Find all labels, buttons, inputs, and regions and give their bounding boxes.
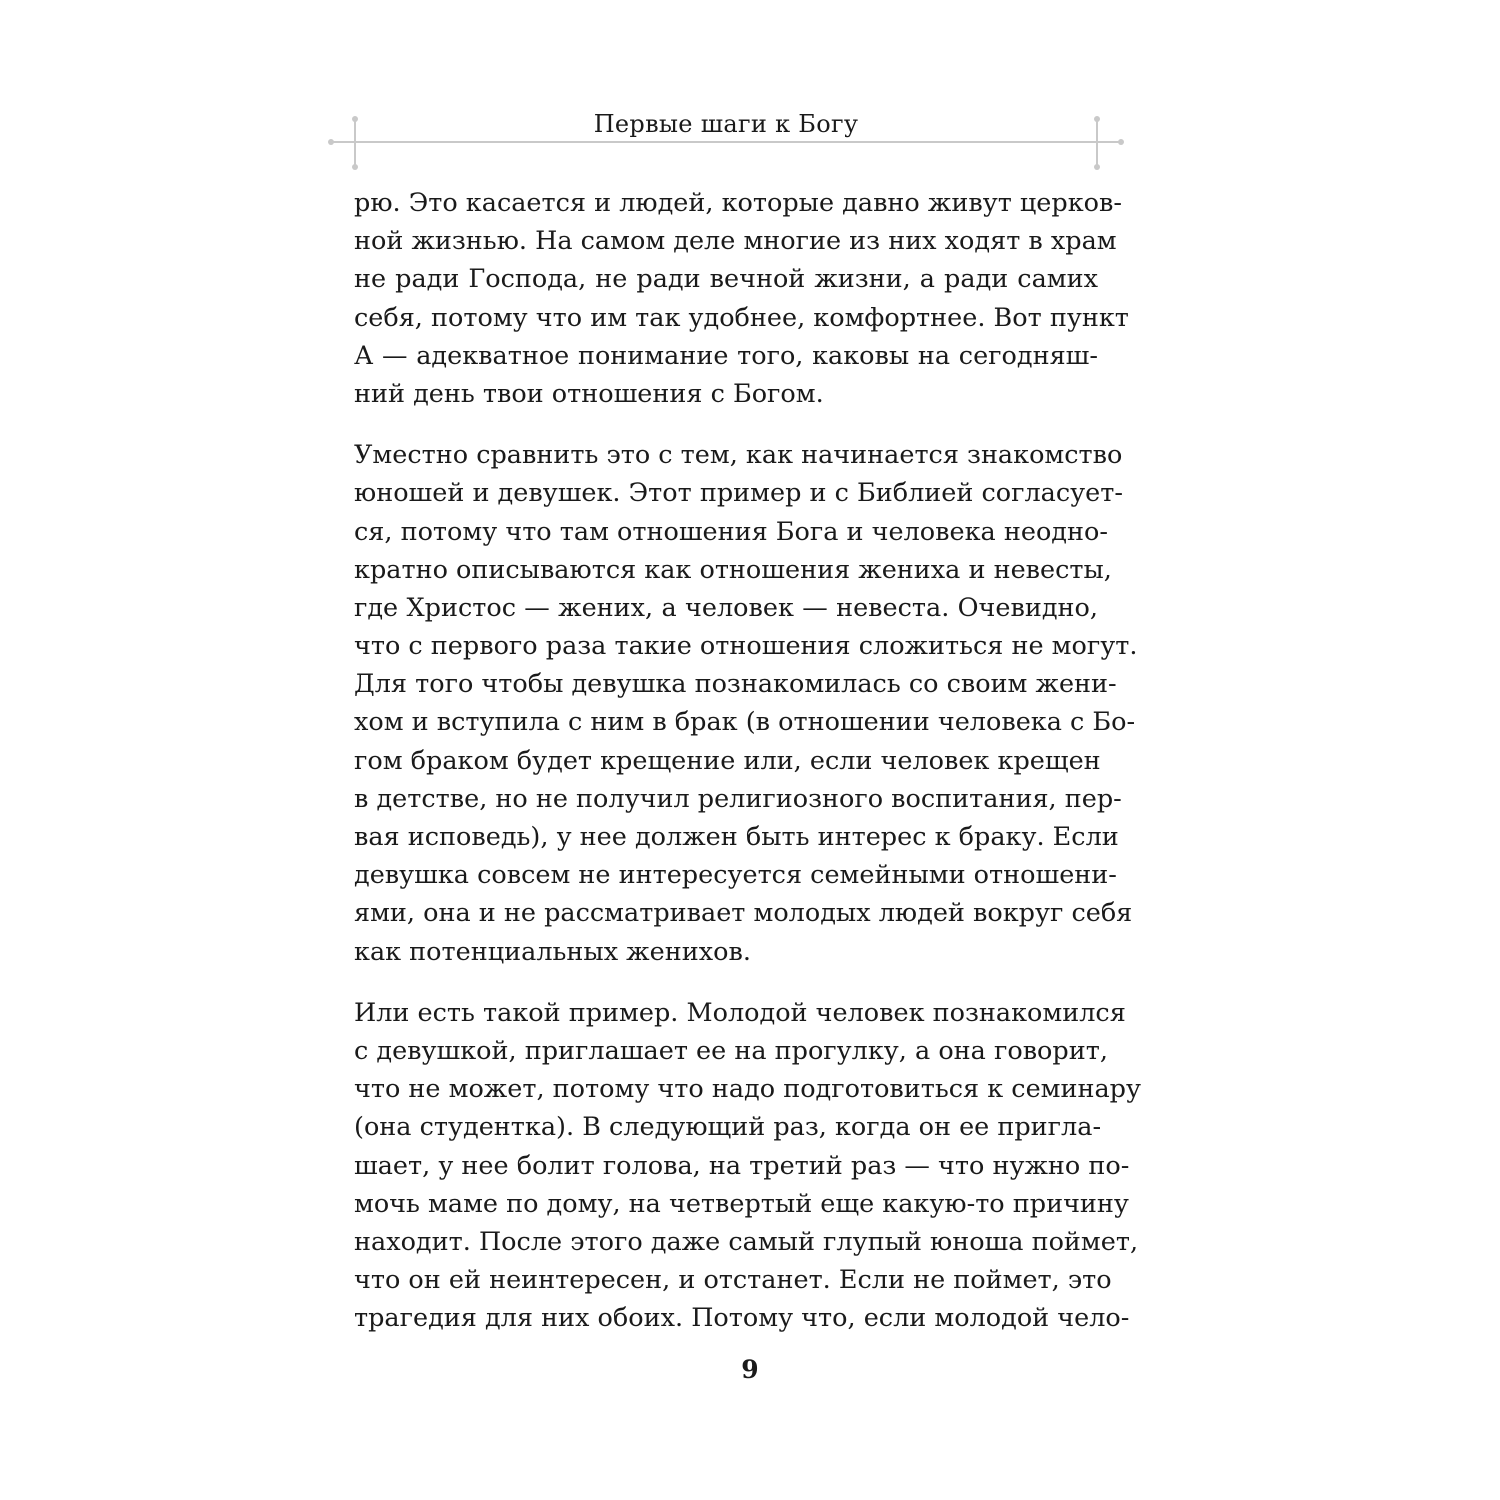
paragraph-3 (354, 994, 1142, 1338)
text-line: Уместно сравнить это с тем, как начинается знакомство (354, 440, 1123, 471)
header-rule-dot-right-bottom (1094, 164, 1100, 170)
text-line: Или есть такой пример. Молодой человек познакомился (354, 997, 1126, 1028)
text-line: трагедия для них обоих. Потому что, если молодой чело- (354, 1303, 1130, 1334)
text-line: ями, она и не рассматривает молодых людей вокруг себя (354, 898, 1133, 929)
text-line: Для того чтобы девушка познакомилась со своим жени- (354, 669, 1117, 700)
text-line: ной жизнью. На самом деле многие из них ходят в храм (354, 226, 1117, 257)
text-line: что он ей неинтересен, и отстанет. Если не поймет, это (354, 1265, 1112, 1296)
text-line: себя, потому что им так удобнее, комфортнее. Вот пункт (354, 302, 1129, 333)
text-line: ся, потому что там отношения Бога и человека неодно- (354, 516, 1108, 547)
text-line: (она студентка). В следующий раз, когда он ее пригла- (354, 1112, 1102, 1143)
text-line: где Христос — жених, а человек — невеста. Очевидно, (354, 592, 1098, 623)
text-line: что не может, потому что надо подготовиться к семинару (354, 1074, 1142, 1105)
text-line: мочь маме по дому, на четвертый еще какую-то причину (354, 1188, 1129, 1219)
running-head (330, 104, 1122, 168)
text-line: шает, у нее болит голова, на третий раз — что нужно по- (354, 1150, 1130, 1181)
text-line: вая исповедь), у нее должен быть интерес к браку. Если (354, 822, 1119, 852)
running-head-title: Первые шаги к Богу (593, 110, 859, 138)
text-line: находит. После этого даже самый глупый юноша поймет, (354, 1226, 1139, 1257)
text-line: девушка совсем не интересуется семейными отношени- (354, 860, 1117, 891)
body-text (354, 184, 1142, 1360)
text-line: что с первого раза такие отношения сложиться не могут. (354, 631, 1138, 662)
text-line: хом и вступила с ним в брак (в отношении человека с Бо- (354, 707, 1136, 738)
text-line: ний день твои отношения с Богом. (354, 378, 824, 409)
header-rule (330, 141, 1122, 143)
text-line: кратно описываются как отношения жениха и невесты, (354, 554, 1112, 585)
header-rule-dot-left-bottom (352, 164, 358, 170)
text-line: гом браком будет крещение или, если человек крещен (354, 745, 1101, 776)
page-number: 9 (741, 1355, 759, 1384)
text-line: с девушкой, приглашает ее на прогулку, а она говорит, (354, 1035, 1108, 1066)
text-line: в детстве, но не получил религиозного воспитания, пер- (354, 783, 1122, 814)
text-line: как потенциальных женихов. (354, 936, 751, 967)
text-line: А — адекватное понимание того, каковы на сегодняш- (354, 340, 1098, 371)
header-rule-dot-right (1118, 139, 1124, 145)
header-rule-dot-left (328, 139, 334, 145)
text-line: не ради Господа, не ради вечной жизни, а ради самих (354, 264, 1098, 295)
text-line: юношей и девушек. Этот пример и с Библией согласует- (354, 478, 1123, 509)
paragraph-2 (354, 436, 1138, 971)
text-line: рю. Это касается и людей, которые давно живут церков- (354, 188, 1122, 218)
paragraph-1 (354, 184, 1129, 413)
